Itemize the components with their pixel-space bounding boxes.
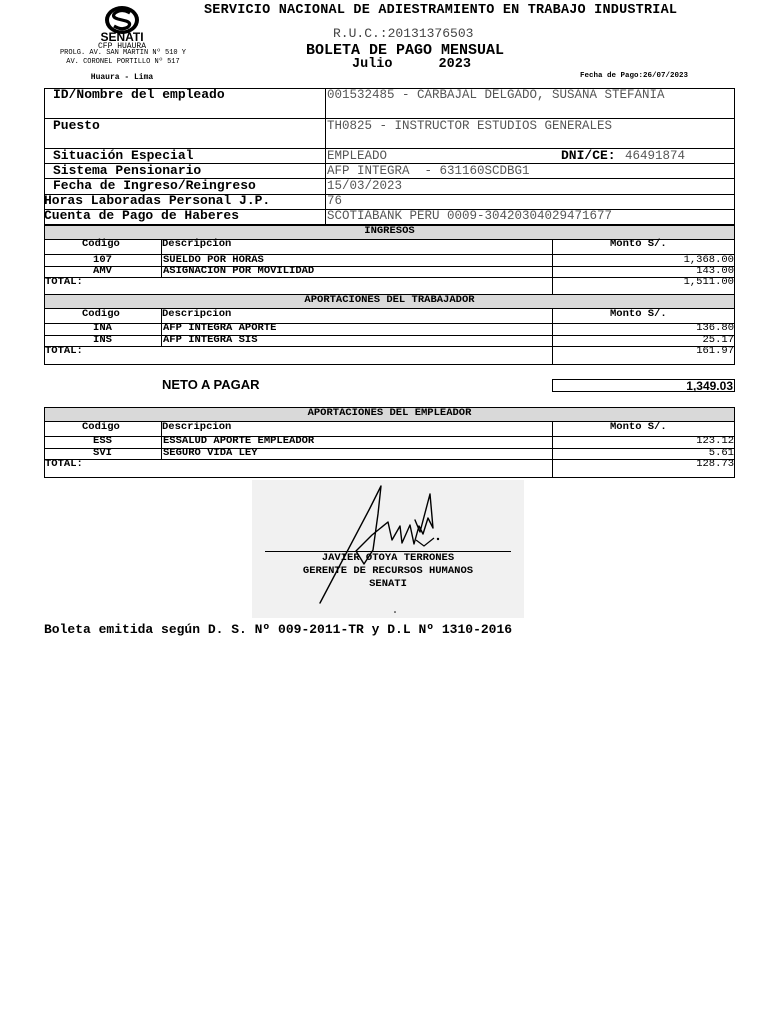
pay-period bbox=[352, 57, 471, 72]
employer-contributions-title: APORTACIONES DEL EMPLEADOR bbox=[307, 407, 472, 419]
employer-row-amount: 5.61 bbox=[708, 447, 734, 459]
employer-row-description: ESSALUD APORTE EMPLEADOR bbox=[163, 435, 315, 447]
pension-label: Sistema Pensionario bbox=[53, 163, 202, 178]
employer-row-code: SVI bbox=[93, 447, 112, 459]
ruc: R.U.C.:20131376503 bbox=[333, 26, 474, 41]
hire-date-value: 15/03/2023 bbox=[327, 179, 403, 193]
logo-brand-text: SENATI bbox=[100, 30, 144, 44]
handwritten-signature-icon bbox=[252, 480, 524, 618]
dni-label: DNI/CE: bbox=[561, 148, 616, 163]
employer-row-description: SEGURO VIDA LEY bbox=[163, 447, 258, 459]
pension-value: AFP INTEGRA - 631160SCDBG1 bbox=[327, 164, 530, 178]
employer-row-code: ESS bbox=[93, 435, 112, 447]
worker-row-description: AFP INTEGRA SIS bbox=[163, 334, 258, 346]
account-value: SCOTIABANK PERU 0009-30420304029471677 bbox=[327, 209, 613, 223]
worker-total-value: 161.97 bbox=[696, 345, 734, 357]
ingresos-row-description: SUELDO POR HORAS bbox=[163, 254, 264, 266]
payment-date: Fecha de Pago:26/07/2023 bbox=[580, 72, 689, 80]
ingresos-row-description: ASIGNACION POR MOVILIDAD bbox=[163, 265, 315, 277]
employee-id-value: 001532485 - CARBAJAL DELGADO, SUSANA STEFANIA bbox=[327, 88, 665, 102]
position-label: Puesto bbox=[53, 118, 100, 133]
hire-date-label: Fecha de Ingreso/Reingreso bbox=[53, 178, 256, 193]
ingresos-col-amount: Monto S/. bbox=[610, 238, 667, 250]
cfp-name: CFP HUAURA bbox=[97, 42, 146, 51]
hours-value: 76 bbox=[327, 194, 343, 208]
employee-id-label: ID/Nombre del empleado bbox=[53, 87, 225, 102]
ingresos-row-amount: 143.00 bbox=[696, 265, 734, 277]
net-pay-label: NETO A PAGAR bbox=[162, 377, 260, 392]
address-line-1: PROLG. AV. SAN MARTIN Nº 510 Y bbox=[59, 49, 187, 57]
employer-total-label: TOTAL: bbox=[45, 458, 83, 470]
worker-col-code: Codigo bbox=[82, 308, 120, 320]
employer-total-value: 128.73 bbox=[696, 458, 734, 470]
worker-row-code: INS bbox=[93, 334, 112, 346]
signatory-org: SENATI bbox=[369, 578, 407, 590]
worker-total-label: TOTAL: bbox=[45, 345, 83, 357]
ingresos-row-code: 107 bbox=[93, 254, 112, 266]
ingresos-row-amount: 1,368.00 bbox=[683, 254, 734, 266]
institution-name: SERVICIO NACIONAL DE ADIESTRAMIENTO EN TRABAJO INDUSTRIAL bbox=[204, 3, 678, 18]
ingresos-total-value: 1,511.00 bbox=[683, 276, 734, 288]
document-title: BOLETA DE PAGO MENSUAL bbox=[306, 42, 505, 59]
worker-contributions-title: APORTACIONES DEL TRABAJADOR bbox=[304, 294, 475, 306]
employer-row-amount: 123.12 bbox=[696, 435, 734, 447]
worker-col-amount: Monto S/. bbox=[610, 308, 667, 320]
ingresos-total-label: TOTAL: bbox=[45, 276, 83, 288]
hours-label: Horas Laboradas Personal J.P. bbox=[44, 193, 271, 208]
pay-year: 2023 bbox=[438, 57, 471, 72]
worker-row-description: AFP INTEGRA APORTE bbox=[163, 322, 277, 334]
signatory-name: JAVIER OTOYA TERRONES bbox=[321, 552, 455, 564]
ingresos-col-code: Codigo bbox=[82, 238, 120, 250]
account-label: Cuenta de Pago de Haberes bbox=[44, 208, 240, 223]
worker-col-description: Descripcion bbox=[162, 308, 232, 320]
employer-col-code: Codigo bbox=[82, 421, 120, 433]
signatory-role: GERENTE DE RECURSOS HUMANOS bbox=[302, 565, 474, 577]
ingresos-row-code: AMV bbox=[93, 265, 112, 277]
address-line-2: AV. CORONEL PORTILLO Nº 517 bbox=[66, 58, 180, 66]
employer-col-description: Descripcion bbox=[162, 421, 232, 433]
worker-row-amount: 136.80 bbox=[696, 322, 734, 334]
city: Huaura - Lima bbox=[90, 73, 154, 82]
employer-col-amount: Monto S/. bbox=[610, 421, 667, 433]
ingresos-col-description: Descripcion bbox=[162, 238, 232, 250]
worker-row-code: INA bbox=[93, 322, 112, 334]
worker-row-amount: 25.17 bbox=[702, 334, 734, 346]
net-pay-value: 1,349.03 bbox=[552, 379, 735, 392]
ingresos-title: INGRESOS bbox=[364, 225, 415, 237]
pay-month: Julio bbox=[352, 57, 393, 72]
dni-value: 46491874 bbox=[625, 149, 686, 163]
situation-value: EMPLEADO bbox=[327, 149, 388, 163]
legal-footer: Boleta emitida según D. S. Nº 009-2011-TR y D.L Nº 1310-2016 bbox=[44, 622, 513, 637]
position-value: TH0825 - INSTRUCTOR ESTUDIOS GENERALES bbox=[327, 119, 613, 133]
situation-label: Situación Especial bbox=[53, 148, 194, 163]
